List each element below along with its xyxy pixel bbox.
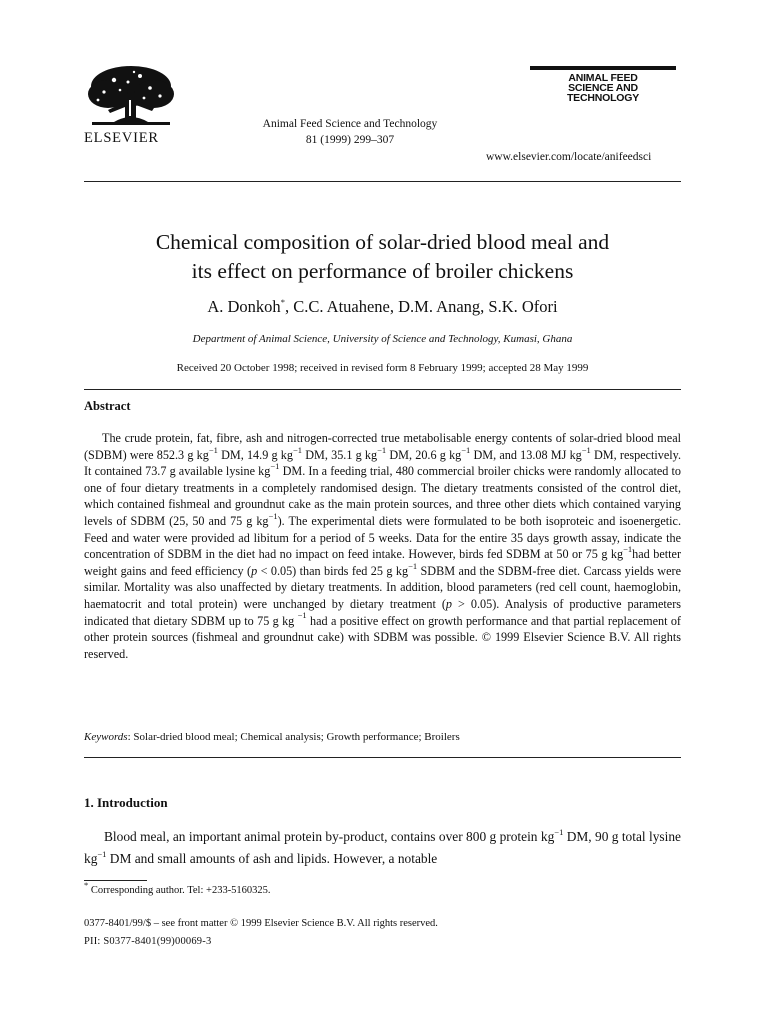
abstract-text: DM, 20.6 g kg xyxy=(386,447,462,462)
abstract-text: DM. In a feeding trial, 480 commercial broiler chicks were randomly allocated to one of four dietary treatments in a completely randomised design. The dietary treatments consisted of the control diet, which contained fishmeal and groundnut cake as the main protein sources, and three other diets which contained varying levels of SDBM (25, 50 and 75 g kg xyxy=(84,464,681,528)
intro-text: DM, 90 g total lysine kg xyxy=(84,829,681,866)
journal-logo-rule xyxy=(530,66,676,70)
publisher-logo xyxy=(84,64,178,128)
corresponding-author-mark[interactable]: * xyxy=(280,296,285,307)
received-dates: Received 20 October 1998; received in revised form 8 February 1999; accepted 28 May 1999 xyxy=(176,362,589,374)
abstract-heading: Abstract xyxy=(84,399,131,413)
publisher-name: ELSEVIER xyxy=(84,130,159,146)
abstract-divider xyxy=(84,389,681,390)
section-heading-introduction: 1. Introduction xyxy=(84,795,168,810)
abstract-text: DM, 35.1 g kg xyxy=(302,447,378,462)
journal-logo-line-3: TECHNOLOGY xyxy=(566,92,640,104)
front-matter-notice: 0377-8401/99/$ – see front matter © 1999 Elsevier Science B.V. All rights reserved. xyxy=(84,918,438,929)
journal-issue: 81 (1999) 299–307 xyxy=(305,134,395,146)
footnote-text: Corresponding author. Tel: +233-5160325. xyxy=(88,885,271,896)
journal-citation xyxy=(225,116,475,148)
abstract-text: < 0.05) than birds fed 25 g kg xyxy=(257,563,409,578)
exponent: −1 xyxy=(208,444,218,455)
exponent: −1 xyxy=(268,510,278,521)
intro-text: DM and small amounts of ash and lipids. However, a notable xyxy=(106,851,438,866)
title-line-2: its effect on performance of broiler chickens xyxy=(191,259,574,283)
title-line-1: Chemical composition of solar-dried blood meal and xyxy=(155,230,610,254)
elsevier-tree-icon xyxy=(84,64,178,128)
affiliation: Department of Animal Science, University of Science and Technology, Kumasi, Ghana xyxy=(192,333,573,345)
journal-logo-line-1: ANIMAL FEED xyxy=(568,72,638,84)
footnote-mark: * xyxy=(84,879,89,890)
abstract-text: had a positive effect on growth performance and that partial replacement of other protein sources (fishmeal and groundnut cake) with SDBM was possible. © 1999 Elsevier Science B.V. All rights reserved. xyxy=(84,613,681,661)
author-list xyxy=(84,297,681,317)
abstract-text: ). The experimental diets were formulated to be both isoproteic and isoenergetic. Feed and water were provided ad libitum for a period of 5 weeks. Data for the entire 35 days growth assay, indicate the concentration of SDBM in the diet had no impact on feed intake. However, birds fed SDBM at 50 or 75 g kg xyxy=(84,513,681,562)
journal-logo-line-2: SCIENCE AND xyxy=(568,82,638,94)
abstract-text: The crude protein, fat, fibre, ash and nitrogen-corrected true metabolisable energy contents of solar-dried blood meal (SDBM) were 852.3 g kg xyxy=(84,431,681,462)
abstract-text: DM, 14.9 g kg xyxy=(217,447,293,462)
exponent: −1 xyxy=(270,461,280,472)
keywords xyxy=(84,731,681,743)
journal-logo-wordmark xyxy=(528,73,678,103)
exponent: −1 xyxy=(408,560,418,571)
authors-rest: , C.C. Atuahene, D.M. Anang, S.K. Ofori xyxy=(284,297,558,316)
exponent: −1 xyxy=(461,444,471,455)
journal-name: Animal Feed Science and Technology xyxy=(262,118,438,130)
header-divider xyxy=(84,181,681,182)
p-value-symbol: p xyxy=(251,563,258,578)
intro-text: Blood meal, an important animal protein by-product, contains over 800 g protein kg xyxy=(104,829,555,844)
keywords-text: : Solar-dried blood meal; Chemical analysis; Growth performance; Broilers xyxy=(127,731,460,743)
exponent: −1 xyxy=(581,444,591,455)
abstract-text: > 0.05). Analysis of productive parameters indicated that dietary SDBM up to 75 g kg xyxy=(84,596,681,628)
pii-identifier: PII: S0377-8401(99)00069-3 xyxy=(84,936,212,947)
author-first: A. Donkoh xyxy=(207,297,281,316)
abstract-body xyxy=(84,430,681,662)
journal-url-link[interactable]: www.elsevier.com/locate/anifeedsci xyxy=(486,151,652,163)
paper-title xyxy=(84,228,681,286)
abstract-text: had better weight gains and feed efficiency ( xyxy=(84,547,681,578)
abstract-text: DM, respectively. It contained 73.7 g available lysine kg xyxy=(84,447,682,479)
exponent: −1 xyxy=(554,826,564,837)
exponent: −1 xyxy=(292,444,303,455)
corresponding-author-footnote xyxy=(84,879,271,896)
introduction-body xyxy=(84,826,681,870)
exponent: −1 xyxy=(623,544,633,555)
exponent: −1 xyxy=(377,444,387,455)
p-value-symbol: p xyxy=(445,596,452,611)
abstract-text: DM, and 13.08 MJ kg xyxy=(470,447,582,462)
footnote-divider xyxy=(84,880,147,881)
journal-logo xyxy=(528,66,678,103)
exponent: −1 xyxy=(97,848,107,859)
abstract-text: SDBM and the SDBM-free diet. Carcass yields were similar. Mortality was also unaffected by dietary treatments. In addition, blood parameters (red cell count, haemoglobin, haematocrit and total protein) were unchanged by dietary treatment ( xyxy=(84,563,681,611)
keywords-label: Keywords xyxy=(84,731,128,743)
exponent: −1 xyxy=(297,610,307,621)
keywords-divider xyxy=(84,757,681,758)
